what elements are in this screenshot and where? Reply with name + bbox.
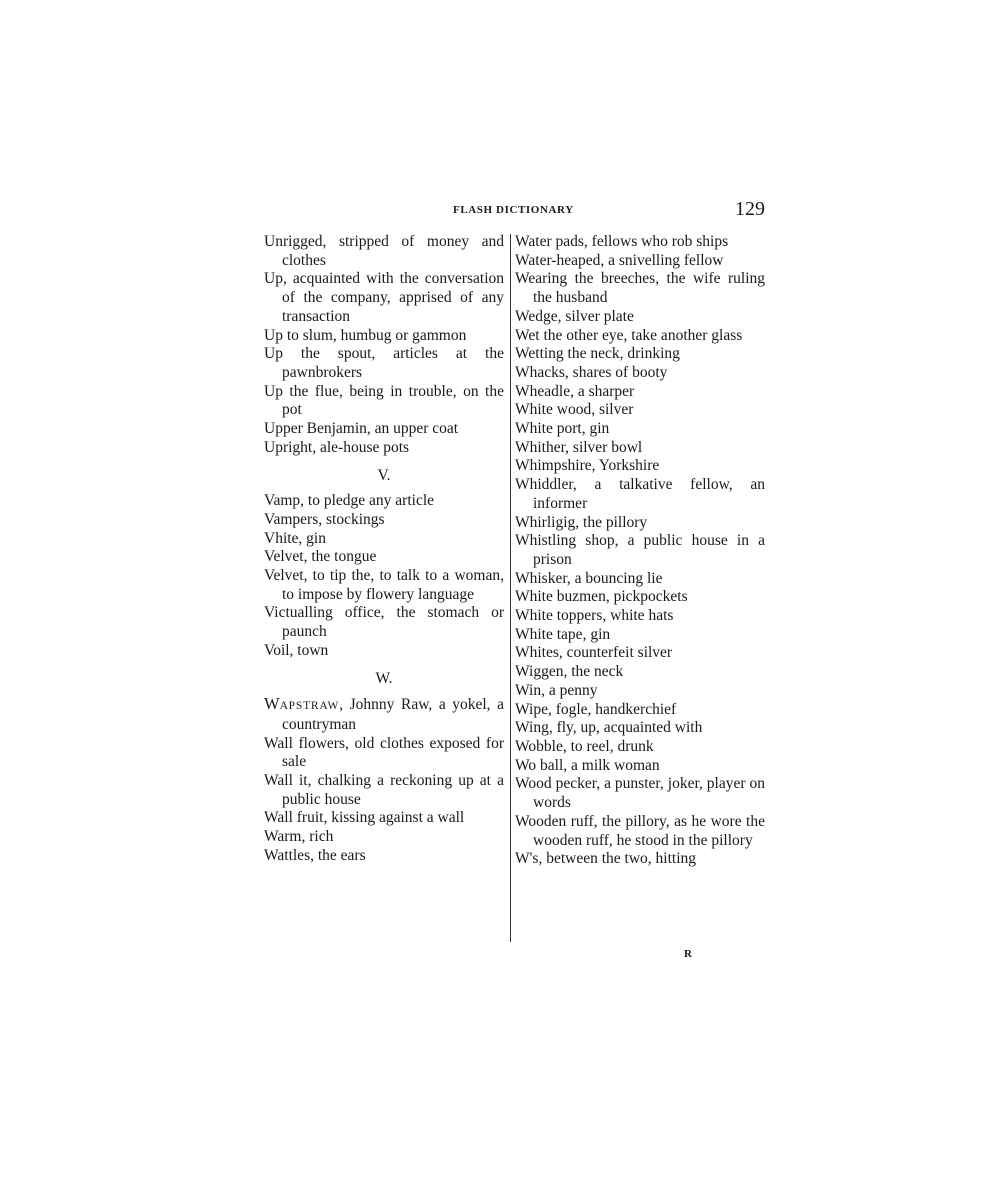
dictionary-entry: Whirligig, the pillory bbox=[515, 513, 648, 531]
dictionary-entry: Voil, town bbox=[264, 641, 329, 659]
dictionary-entry: White tape, gin bbox=[515, 625, 611, 643]
dictionary-entry: White buzmen, pickpockets bbox=[515, 588, 688, 606]
dictionary-entry: Wipe, fogle, handkerchief bbox=[515, 700, 677, 718]
dictionary-entry: Whither, silver bowl bbox=[515, 438, 643, 456]
dictionary-entry: Wing, fly, up, acquainted with bbox=[515, 719, 703, 737]
dictionary-entry: White wood, silver bbox=[515, 401, 634, 419]
dictionary-entry: Wall it, chalking a reckoning up at a public house bbox=[264, 771, 504, 808]
dictionary-entry: Up, acquainted with the conversation of the company, apprised of any transaction bbox=[264, 270, 504, 325]
dictionary-entry: Whisker, a bouncing lie bbox=[515, 569, 663, 587]
dictionary-entry: Water pads, fellows who rob ships bbox=[515, 233, 729, 250]
dictionary-entry: Velvet, the tongue bbox=[264, 548, 377, 566]
dictionary-entry: Unrigged, stripped of money and clothes bbox=[264, 233, 504, 269]
running-title: FLASH DICTIONARY bbox=[453, 204, 574, 216]
dictionary-entry: White toppers, white hats bbox=[515, 607, 674, 625]
dictionary-entry: Win, a penny bbox=[515, 681, 598, 699]
dictionary-entry: Upright, ale-house pots bbox=[264, 438, 410, 456]
dictionary-entry: Up the flue, being in trouble, on the pot bbox=[264, 382, 504, 419]
dictionary-entry: Whimpshire, Yorkshire bbox=[515, 457, 660, 475]
dictionary-entry: Victualling office, the stomach or paunch bbox=[264, 604, 504, 641]
dictionary-entry: Wo ball, a milk woman bbox=[515, 756, 660, 774]
page-number: 129 bbox=[735, 198, 765, 220]
entry-definition: , Johnny Raw, a yokel, a countryman bbox=[282, 696, 504, 733]
dictionary-entry: Wooden ruff, the pillory, as he wore the wooden ruff, he stood in the pillory bbox=[515, 812, 765, 849]
dictionary-entry: Wheadle, a sharper bbox=[515, 382, 635, 400]
dictionary-entry-wapstraw bbox=[264, 695, 504, 734]
dictionary-entry: Wall flowers, old clothes exposed for sale bbox=[264, 734, 504, 771]
right-column bbox=[515, 233, 765, 869]
dictionary-entry: Whistling shop, a public house in a prison bbox=[515, 532, 765, 568]
dictionary-entry: Wetting the neck, drinking bbox=[515, 345, 680, 363]
dictionary-entry: Wall fruit, kissing against a wall bbox=[264, 809, 465, 827]
section-heading-v: V. bbox=[377, 467, 391, 485]
dictionary-entry: Wood pecker, a punster, joker, player on words bbox=[515, 775, 765, 812]
dictionary-entry: Vamp, to pledge any article bbox=[264, 492, 435, 510]
dictionary-entry: Whiddler, a talkative fellow, an informer bbox=[515, 476, 765, 512]
dictionary-entry: Wobble, to reel, drunk bbox=[515, 737, 654, 755]
dictionary-entry: Whacks, shares of booty bbox=[515, 363, 668, 381]
dictionary-entry: White port, gin bbox=[515, 420, 610, 438]
dictionary-entry: Whites, counterfeit silver bbox=[515, 644, 673, 662]
page-header bbox=[265, 198, 765, 226]
dictionary-entry: Wattles, the ears bbox=[264, 846, 366, 864]
small-caps-headword: APSTRAW bbox=[279, 700, 340, 713]
dictionary-entry: W's, between the two, hitting bbox=[515, 850, 697, 868]
dictionary-entry: Warm, rich bbox=[264, 828, 334, 846]
dictionary-entry: Vhite, gin bbox=[264, 529, 326, 547]
dictionary-entry: Water-heaped, a snivelling fellow bbox=[515, 251, 724, 269]
signature-mark: R bbox=[684, 948, 692, 960]
dictionary-entry: Upper Benjamin, an upper coat bbox=[264, 420, 459, 438]
dictionary-entry: Wet the other eye, take another glass bbox=[515, 326, 743, 344]
section-heading-w: W. bbox=[375, 670, 393, 688]
left-column bbox=[264, 233, 504, 866]
small-caps-initial: W bbox=[264, 694, 280, 714]
dictionary-entry: Up the spout, articles at the pawnbrokers bbox=[264, 345, 504, 381]
dictionary-entry: Wiggen, the neck bbox=[515, 663, 624, 681]
column-divider bbox=[510, 234, 511, 942]
dictionary-entry: Up to slum, humbug or gammon bbox=[264, 326, 467, 344]
dictionary-entry: Wedge, silver plate bbox=[515, 307, 634, 325]
dictionary-entry: Vampers, stockings bbox=[264, 510, 385, 528]
dictionary-entry: Wearing the breeches, the wife ruling the husband bbox=[515, 270, 765, 307]
dictionary-entry: Velvet, to tip the, to talk to a woman, to impose by flowery language bbox=[264, 566, 504, 603]
